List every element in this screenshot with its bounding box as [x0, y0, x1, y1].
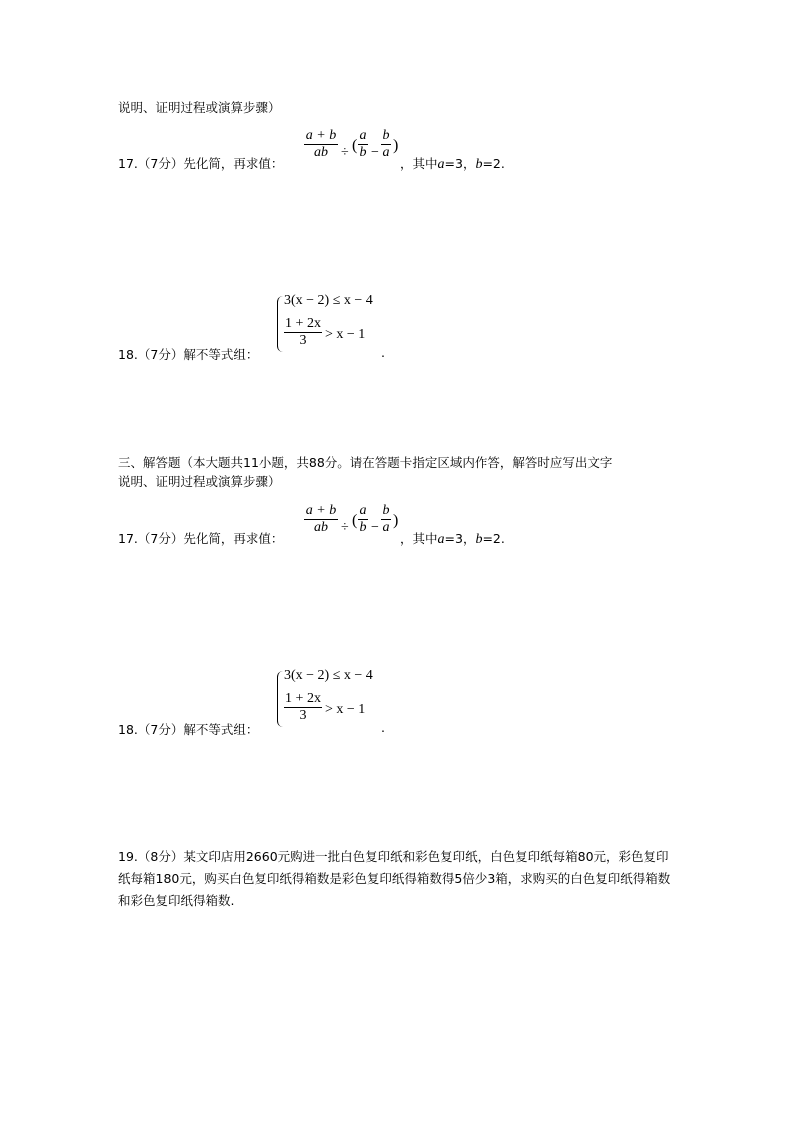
q17-lparen: (	[352, 512, 358, 529]
q18-frac-den: 3	[299, 333, 307, 348]
brace	[277, 296, 283, 352]
q17-minus: −	[371, 520, 379, 535]
question-19-text: 19.（8分）某文印店用2660元购进一批白色复印纸和彩色复印纸，白色复印纸每箱80元，彩色复印纸每箱180元，购买白色复印纸得箱数是彩色复印纸得箱数得5倍少3箱，求购买的白色复印纸得箱数和彩色复印纸得箱数.	[118, 849, 671, 908]
q17-fraction-3	[381, 503, 391, 536]
q17-num2: a	[359, 128, 367, 143]
q17-num2: a	[359, 503, 367, 518]
q17-label: 17.（7分）先化简，再求值：	[118, 156, 284, 171]
q18-frac-num: 1 + 2x	[285, 316, 321, 331]
section-subtitle: 说明、证明过程或演算步骤）	[118, 474, 281, 489]
var-a: a	[437, 532, 445, 547]
q18-fraction	[284, 691, 322, 724]
q17-den1: ab	[314, 145, 328, 160]
q17-den2: b	[359, 520, 367, 535]
q18-line2-tail: > x − 1	[325, 327, 366, 342]
q18-end: .	[381, 345, 385, 360]
q18-line1: 3(x − 2) ≤ x − 4	[284, 668, 373, 683]
section-title: 三、解答题（本大题共11小题，共88分。请在答题卡指定区域内作答，解答时应写出文字	[118, 455, 613, 470]
q17-fraction-1	[304, 503, 338, 536]
q17-den3: a	[382, 145, 390, 160]
q17-num1: a + b	[305, 503, 337, 518]
q17-fraction-2	[358, 128, 368, 161]
q18-label: 18.（7分）解不等式组：	[118, 722, 259, 737]
q18-line1: 3(x − 2) ≤ x − 4	[284, 293, 373, 308]
intro-text: 说明、证明过程或演算步骤）	[118, 100, 281, 115]
q18-label: 18.（7分）解不等式组：	[118, 347, 259, 362]
q17-div-sign: ÷	[341, 145, 349, 160]
q17-fraction-1	[304, 128, 338, 161]
q17-num1: a + b	[305, 128, 337, 143]
q17-rparen: )	[393, 137, 399, 154]
q18-line2-tail: > x − 1	[325, 702, 366, 717]
q18-end: .	[381, 720, 385, 735]
q17-num3: b	[382, 503, 390, 518]
brace	[277, 671, 283, 727]
var-b: b	[475, 157, 483, 172]
q17-condition: ，其中a=3，b=2.	[400, 531, 505, 547]
q17-den1: ab	[314, 520, 328, 535]
q17-rparen: )	[393, 512, 399, 529]
q17-condition: ，其中a=3，b=2.	[400, 156, 505, 172]
q17-div-sign: ÷	[341, 520, 349, 535]
q17-minus: −	[371, 145, 379, 160]
q17-fraction-2	[358, 503, 368, 536]
q18-frac-num: 1 + 2x	[285, 691, 321, 706]
q17-lparen: (	[352, 137, 358, 154]
var-a: a	[437, 157, 445, 172]
q17-label: 17.（7分）先化简，再求值：	[118, 531, 284, 546]
q17-fraction-3	[381, 128, 391, 161]
q18-fraction	[284, 316, 322, 349]
q17-den2: b	[359, 145, 367, 160]
q18-frac-den: 3	[299, 708, 307, 723]
var-b: b	[475, 532, 483, 547]
q17-num3: b	[382, 128, 390, 143]
q17-den3: a	[382, 520, 390, 535]
